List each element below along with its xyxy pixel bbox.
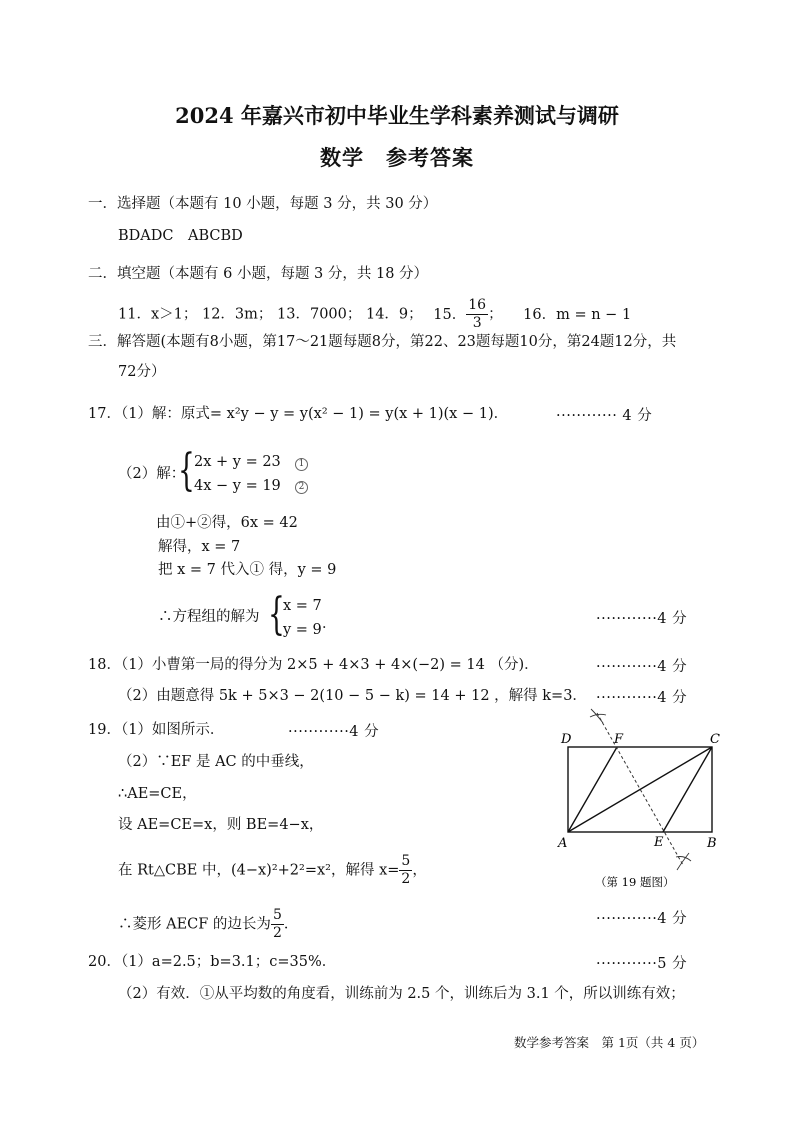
answer-16: 16．m = n − 1 <box>523 306 632 323</box>
section1-answers: BDADC ABCBD <box>118 228 243 244</box>
label-f: F <box>614 732 624 747</box>
system-brace: { <box>178 445 195 496</box>
q18-part1: 18．（1）小曹第一局的得分为 2×5 + 4×3 + 4×(−2) = 14 （分)． <box>88 657 539 673</box>
q18-part2: （2）由题意得 5k + 5×3 − 2(10 − 5 − k) = 14 + 12 ，解得 k=3． <box>118 688 587 704</box>
segment-ec <box>663 747 712 832</box>
page-subtitle: 数学 参考答案 <box>320 145 474 170</box>
segment-af <box>568 747 617 832</box>
q19-line4: 设 AE=CE=x，则 BE=4−x， <box>118 817 324 833</box>
q17-step2: 解得，x = 7 <box>158 539 241 555</box>
q17-eq1: 2x + y = 23 <box>194 454 281 470</box>
circled-number-1: 1 <box>295 458 308 471</box>
q17-sol2: y = 9 <box>283 622 322 638</box>
q19-line6-tail: ． <box>283 916 299 933</box>
q19-part1-score: ············4 分 <box>288 724 380 740</box>
section1-heading: 一．选择题（本题有 10 小题，每题 3 分，共 30 分） <box>88 196 438 212</box>
fraction-denominator: 3 <box>472 315 482 331</box>
label-e: E <box>654 835 664 850</box>
q17-sol1: x = 7 <box>283 598 322 614</box>
q17-conclusion: ∴方程组的解为 <box>158 609 260 625</box>
section2-answers <box>118 297 631 332</box>
q18-part1-score: ············4 分 <box>596 659 688 675</box>
q17-part2-label: （2）解： <box>118 466 186 482</box>
q19-line5-text: 在 Rt△CBE 中，(4−x)²+2²=x²，解得 x= <box>118 862 400 879</box>
q19-line5-fraction <box>399 853 412 888</box>
solution-brace: { <box>268 589 285 640</box>
q17-conclusion-tail: ． <box>322 616 337 632</box>
answer-12: 12．3m； <box>201 306 273 323</box>
fraction-numerator: 5 <box>272 907 282 923</box>
q17-part1: 17．（1）解：原式= x²y − y = y(x² − 1) = y(x + 1)(x − 1)． <box>88 406 509 422</box>
page-title: 2024 年嘉兴市初中毕业生学科素养测试与调研 <box>175 103 619 128</box>
q19-part1: 19．（1）如图所示． <box>88 722 225 738</box>
q18-part2-score: ············4 分 <box>596 690 688 706</box>
answer-15-fraction <box>466 297 488 332</box>
arc-mark-bottom <box>676 853 691 870</box>
label-c: C <box>710 732 720 747</box>
q17-eq2: 4x − y = 19 <box>194 478 281 494</box>
figure-caption: （第 19 题图） <box>595 875 675 889</box>
section3-heading: 三．解答题(本题有8小题，第17～21题每题8分，第22、23题每题10分，第24题12分，共 <box>88 334 677 350</box>
q20-part1-score: ············5 分 <box>596 956 688 972</box>
q17-part1-score: ············ 4 分 <box>556 408 653 424</box>
arc-mark-top <box>590 709 606 723</box>
q19-line6 <box>118 907 298 942</box>
fraction-numerator: 16 <box>468 297 487 313</box>
q17-step1: 由①+②得，6x = 42 <box>156 515 298 531</box>
answer-13: 13．7000； <box>277 306 362 323</box>
section2-heading: 二．填空题（本题有 6 小题，每题 3 分，共 18 分） <box>88 266 429 282</box>
q17-step3: 把 x = 7 代入① 得，y = 9 <box>158 562 337 578</box>
q19-line3: ∴AE=CE， <box>118 786 197 802</box>
answer-14: 14．9； <box>365 306 423 323</box>
q19-figure <box>545 705 735 895</box>
section3-heading-cont: 72分） <box>118 364 166 380</box>
q17-part2-score: ············4 分 <box>596 611 688 627</box>
q19-line6-text: ∴菱形 AECF 的边长为 <box>118 916 271 933</box>
q20-part1: 20．（1）a=2.5；b=3.1；c=35%． <box>88 954 337 970</box>
answer-15-label: 15． <box>433 306 467 323</box>
label-d: D <box>561 732 572 747</box>
q19-line5 <box>118 853 427 888</box>
q19-line6-score: ············4 分 <box>596 911 688 927</box>
answer-15-tail: ； <box>488 306 503 323</box>
q19-line6-fraction <box>271 907 284 942</box>
fraction-denominator: 2 <box>272 925 282 941</box>
fraction-numerator: 5 <box>401 853 411 869</box>
q20-part2: （2）有效．①从平均数的角度看，训练前为 2.5 个，训练后为 3.1 个，所以训练有效； <box>118 986 685 1002</box>
label-b: B <box>707 836 717 851</box>
fraction-denominator: 2 <box>401 871 411 887</box>
q19-line2: （2）∵EF 是 AC 的中垂线， <box>118 754 314 770</box>
answer-11: 11．x＞1； <box>118 306 198 323</box>
page-footer: 数学参考答案 第 1页（共 4 页） <box>514 1035 705 1050</box>
circled-number-2: 2 <box>295 481 308 494</box>
label-a: A <box>558 836 568 851</box>
diagonal-ac <box>568 747 712 832</box>
q19-line5-tail: ， <box>412 862 427 879</box>
